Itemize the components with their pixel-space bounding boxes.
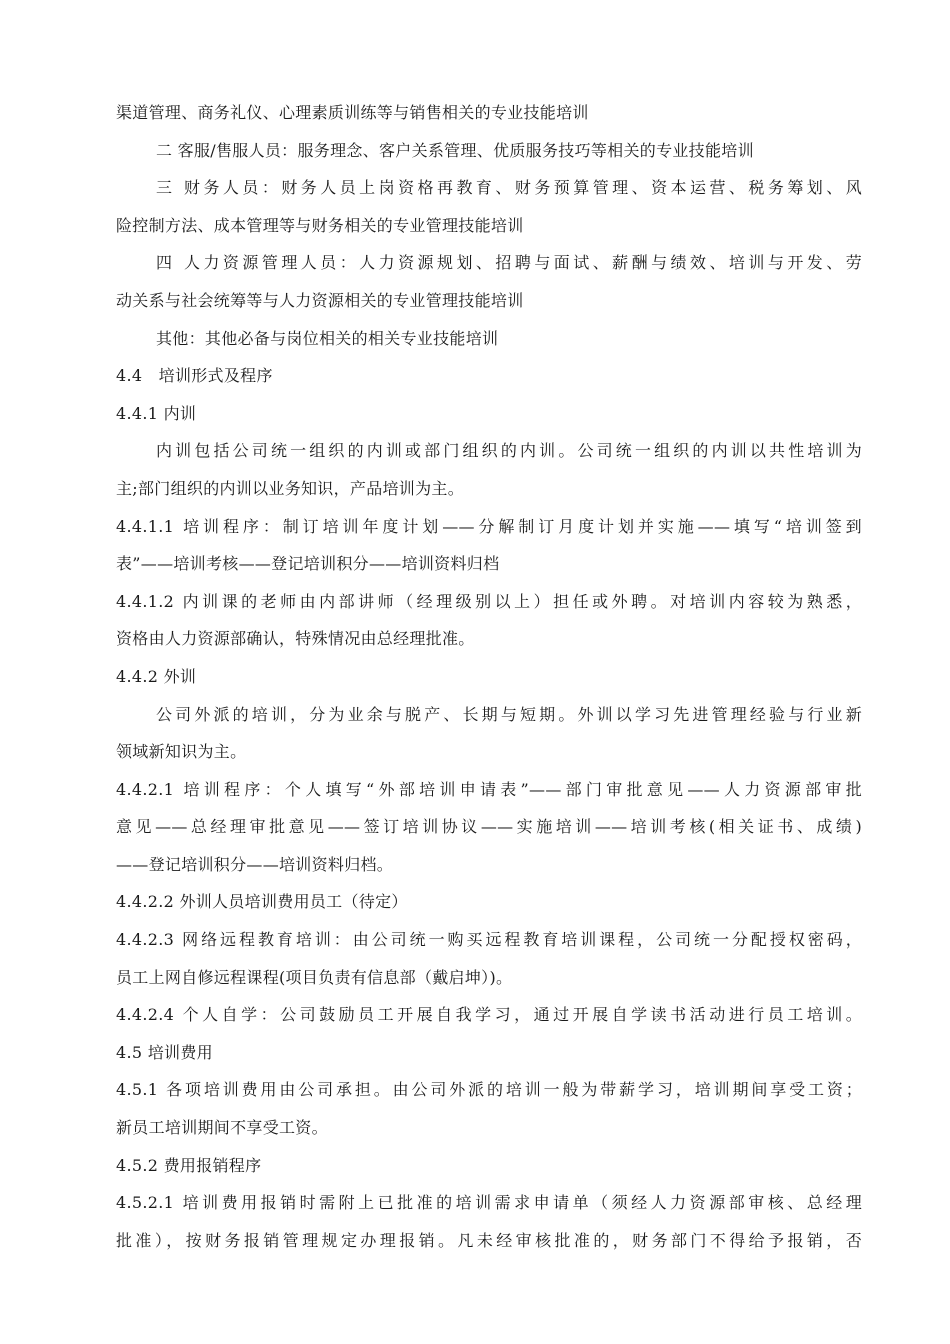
text-line: 主;部门组织的内训以业务知识，产品培训为主。 [116,478,464,498]
text-line: 动关系与社会统筹等与人力资源相关的专业管理技能培训 [116,290,524,310]
text-line: 4.4.1 内训 [116,403,197,423]
text-line: 领域新知识为主。 [116,742,247,762]
text-line: 公司外派的培训，分为业余与脱产、长期与短期。外训以学习先进管理经验与行业新 [156,704,862,724]
text-line: 4.4.2.4 个人自学：公司鼓励员工开展自我学习，通过开展自学读书活动进行员工培训。 [116,1005,862,1025]
text-line: 4.4.2.3 网络远程教育培训：由公司统一购买远程教育培训课程，公司统一分配授权密码， [116,930,862,950]
text-line: 员工上网自修远程课程(项目负责有信息部（戴启坤）)。 [116,967,513,987]
text-line: 内训包括公司统一组织的内训或部门组织的内训。公司统一组织的内训以共性培训为 [156,441,862,461]
document-page [116,94,862,1259]
text-line: 4.4.2 外训 [116,666,197,686]
text-line: 意见——总经理审批意见——签订培训协议——实施培训——培训考核(相关证书、成绩) [116,817,862,837]
text-line: 三 财务人员：财务人员上岗资格再教育、财务预算管理、资本运营、税务筹划、风 [156,178,862,198]
text-line: 险控制方法、成本管理等与财务相关的专业管理技能培训 [116,215,524,235]
text-line: 4.4 培训形式及程序 [116,366,273,386]
text-line: 其他：其他必备与岗位相关的相关专业技能培训 [156,328,499,348]
text-line: 4.4.2.2 外训人员培训费用员工（待定） [116,892,408,912]
text-line: 4.5.2 费用报销程序 [116,1155,262,1175]
text-line: 新员工培训期间不享受工资。 [116,1118,328,1138]
text-line: 4.5.2.1 培训费用报销时需附上已批准的培训需求申请单（须经人力资源部审核、总经理 [116,1193,862,1213]
text-line: 批准），按财务报销管理规定办理报销。凡未经审核批准的，财务部门不得给予报销，否 [116,1230,862,1250]
text-line: 4.5 培训费用 [116,1042,213,1062]
text-line: 资格由人力资源部确认，特殊情况由总经理批准。 [116,629,475,649]
text-line: ——登记培训积分——培训资料归档。 [116,854,394,874]
text-line: 4.4.1.1 培训程序：制订培训年度计划——分解制订月度计划并实施——填写“培训签到 [116,516,862,536]
text-line: 渠道管理、商务礼仪、心理素质训练等与销售相关的专业技能培训 [116,103,589,122]
text-line: 4.4.2.1 培训程序：个人填写“外部培训申请表”——部门审批意见——人力资源部审批 [116,779,862,799]
text-line: 表”——培训考核——登记培训积分——培训资料归档 [116,554,500,574]
text-line: 4.5.1 各项培训费用由公司承担。由公司外派的培训一般为带薪学习，培训期间享受工资； [116,1080,862,1100]
text-line: 四 人力资源管理人员：人力资源规划、招聘与面试、薪酬与绩效、培训与开发、劳 [156,253,862,273]
text-line: 4.4.1.2 内训课的老师由内部讲师（经理级别以上）担任或外聘。对培训内容较为熟悉， [116,591,862,611]
text-line: 二 客服/售服人员：服务理念、客户关系管理、优质服务技巧等相关的专业技能培训 [156,140,754,160]
